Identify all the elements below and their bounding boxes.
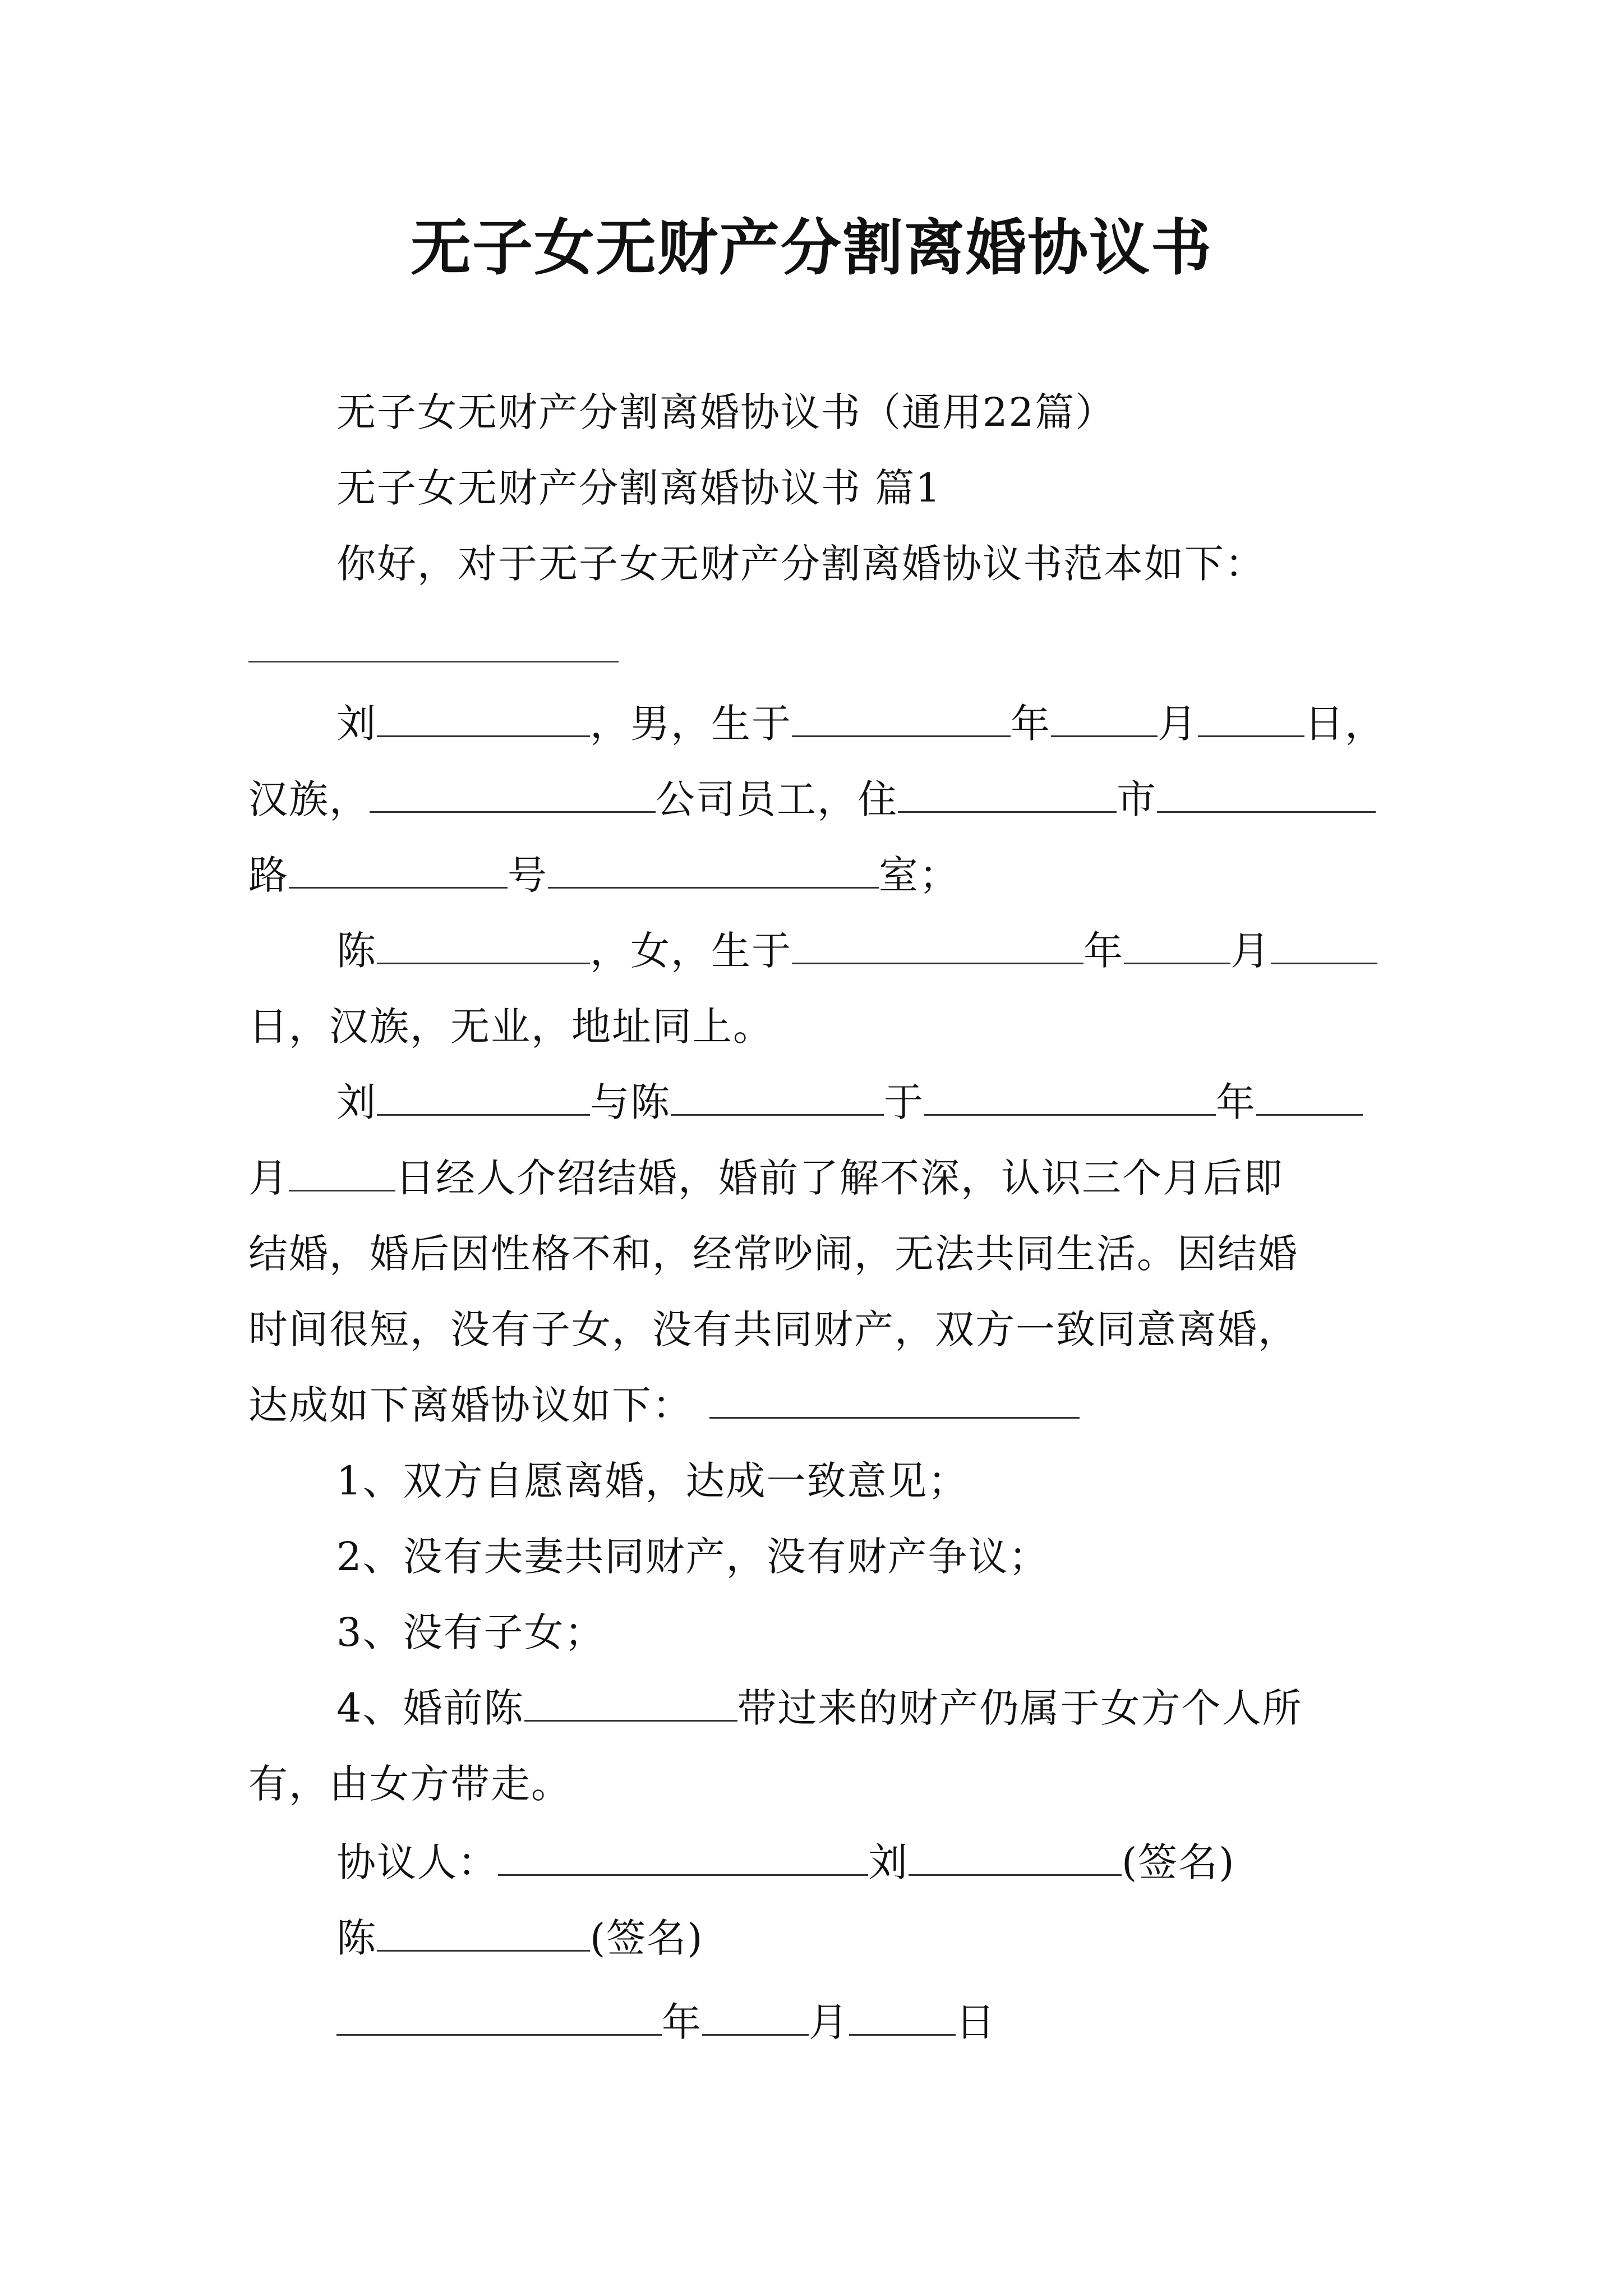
story-liu: 刘 xyxy=(336,1079,377,1125)
man-day-label: 日， xyxy=(1304,701,1385,747)
man-birth-day-blank xyxy=(1198,701,1304,737)
sign-year-blank xyxy=(336,1999,662,2036)
sign-month-label: 月 xyxy=(809,1999,849,2045)
sign-day-blank xyxy=(849,1999,956,2036)
woman-month-label: 月 xyxy=(1230,928,1271,974)
man-birth-month-blank xyxy=(1051,701,1158,737)
item-4-line-1 xyxy=(336,1683,1303,1733)
woman-gender-birth: ，女，生于 xyxy=(590,928,792,974)
woman-line-1 xyxy=(336,926,1377,976)
woman-year-label: 年 xyxy=(1083,928,1124,974)
man-ethnic: 汉族， xyxy=(248,776,370,822)
man-city-blank xyxy=(898,776,1117,813)
signatory-label: 协议人： xyxy=(336,1839,498,1885)
story-and-chen: 与陈 xyxy=(590,1079,671,1125)
man-number-label: 号 xyxy=(508,852,548,898)
item-4-line-2: 有，由女方带走。 xyxy=(248,1761,571,1807)
man-name-blank xyxy=(377,701,590,737)
story-year-blank xyxy=(924,1079,1216,1116)
story-line-4: 时间很短，没有子女，没有共同财产，双方一致同意离婚， xyxy=(248,1306,1298,1352)
signature-man-blank xyxy=(909,1839,1122,1876)
man-birth-year-blank xyxy=(792,701,1011,737)
woman-surname: 陈 xyxy=(336,928,377,974)
story-line-3: 结婚，婚后因性格不和，经常吵闹，无法共同生活。因结婚 xyxy=(248,1231,1298,1277)
man-city-label: 市 xyxy=(1117,776,1157,822)
man-line-3 xyxy=(248,850,960,900)
signature-date-line xyxy=(336,1997,996,2047)
man-line-2 xyxy=(248,774,1376,825)
intro-line: 你好，对于无子女无财产分割离婚协议书范本如下： xyxy=(336,541,1265,587)
story-month-blank xyxy=(1256,1079,1363,1116)
man-road-blank xyxy=(1157,776,1376,813)
signature-man-sig: (签名) xyxy=(1122,1839,1235,1885)
subtitle: 无子女无财产分割离婚协议书（通用22篇） xyxy=(336,389,1116,435)
chapter-heading: 无子女无财产分割离婚协议书 篇1 xyxy=(336,465,942,511)
woman-name-blank xyxy=(377,928,590,964)
item-1: 1、双方自愿离婚，达成一致意见； xyxy=(336,1458,969,1504)
man-room-label: 室； xyxy=(879,852,960,898)
item-4-name-blank xyxy=(524,1685,737,1722)
story-line-1 xyxy=(336,1077,1363,1128)
document-title: 无子女无财产分割离婚协议书 xyxy=(410,213,1212,283)
man-gender-birth: ，男，生于 xyxy=(590,701,792,747)
signature-line-2 xyxy=(336,1913,704,1963)
sign-month-blank xyxy=(702,1999,809,2036)
story-day-blank xyxy=(289,1155,395,1191)
signature-woman-surname: 陈 xyxy=(336,1915,377,1961)
story-line-2-text: 日经人介绍结婚，婚前了解不深，认识三个月后即 xyxy=(395,1155,1284,1201)
woman-line-2: 日，汉族，无业，地址同上。 xyxy=(248,1004,773,1050)
woman-birth-day-blank xyxy=(1271,928,1377,964)
man-number-blank xyxy=(289,852,508,889)
item-4-rest: 带过来的财产仍属于女方个人所 xyxy=(737,1685,1303,1731)
agreement-blank xyxy=(709,1382,1080,1419)
man-year-label: 年 xyxy=(1011,701,1051,747)
story-at: 于 xyxy=(884,1079,924,1125)
item-3: 3、没有子女； xyxy=(336,1609,605,1655)
separator-line xyxy=(248,661,619,662)
signature-line-1 xyxy=(336,1837,1235,1888)
story-line-2 xyxy=(248,1153,1284,1203)
signature-woman-blank xyxy=(377,1915,590,1952)
story-line-5 xyxy=(248,1380,1080,1430)
man-road-label: 路 xyxy=(248,852,289,898)
story-line-5-text: 达成如下离婚协议如下： xyxy=(248,1382,693,1428)
signatory-blank xyxy=(498,1839,868,1876)
man-company-blank xyxy=(370,776,656,813)
signature-woman-sig: (签名) xyxy=(590,1915,704,1961)
man-job: 公司员工，住 xyxy=(656,776,898,822)
signature-man-surname: 刘 xyxy=(868,1839,909,1885)
sign-day-label: 日 xyxy=(956,1999,996,2045)
sign-year-label: 年 xyxy=(662,1999,702,2045)
woman-birth-month-blank xyxy=(1124,928,1230,964)
item-2: 2、没有夫妻共同财产，没有财产争议； xyxy=(336,1534,1049,1580)
item-4-start: 4、婚前陈 xyxy=(336,1685,524,1731)
story-month-label: 月 xyxy=(248,1155,289,1201)
woman-birth-year-blank xyxy=(792,928,1083,964)
story-year-label: 年 xyxy=(1216,1079,1256,1125)
man-month-label: 月 xyxy=(1158,701,1198,747)
man-surname: 刘 xyxy=(336,701,377,747)
man-room-blank xyxy=(548,852,879,889)
story-man-blank xyxy=(377,1079,590,1116)
story-woman-blank xyxy=(671,1079,884,1116)
man-line-1 xyxy=(336,698,1385,749)
